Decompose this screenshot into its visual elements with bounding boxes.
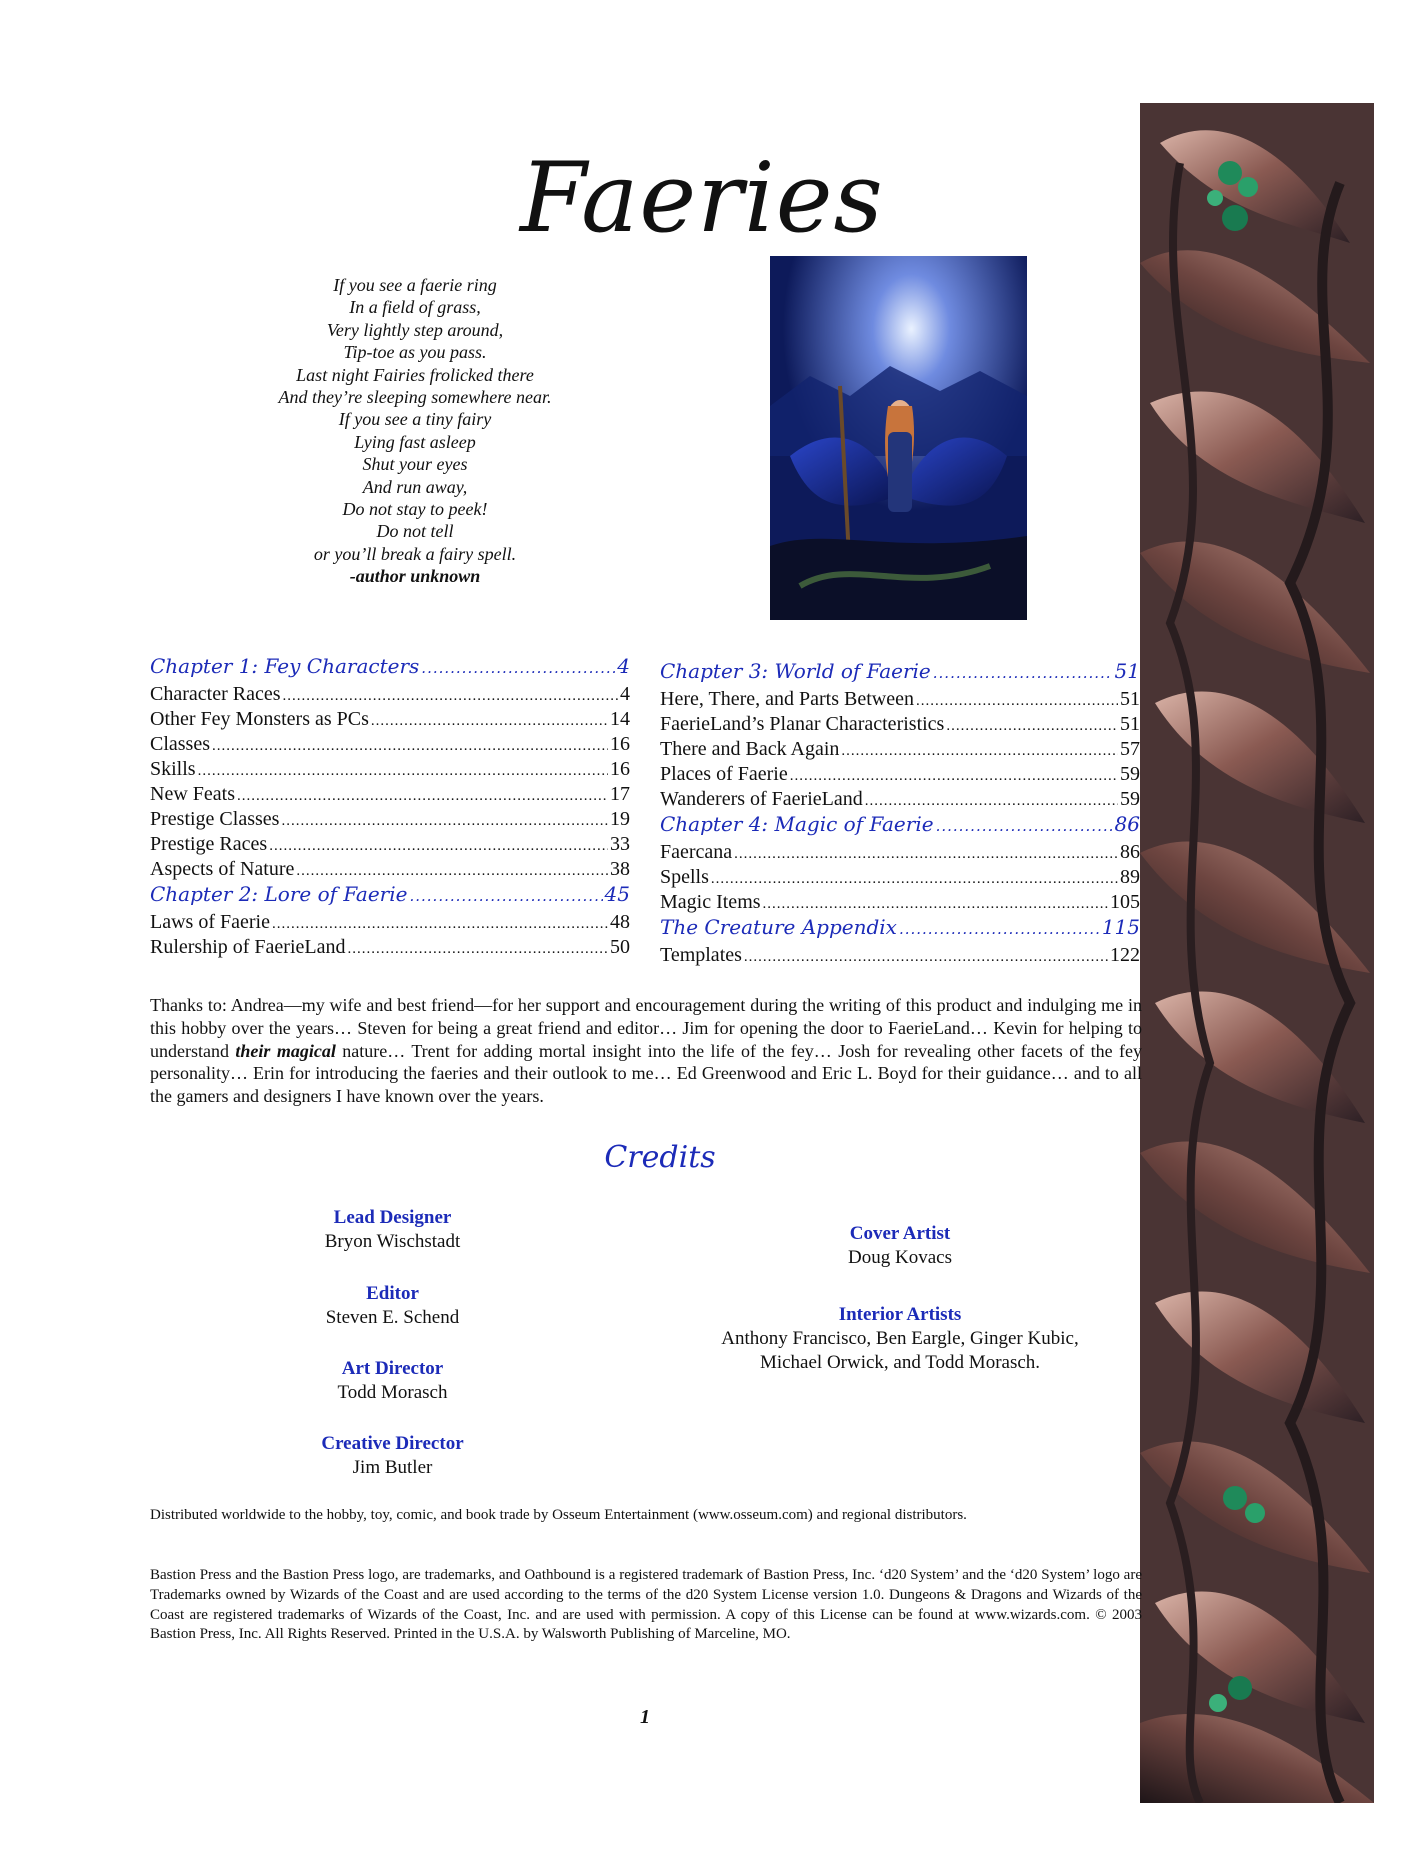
credit-cover-artist (660, 1222, 1140, 1270)
toc-chapter-entry[interactable]: Chapter 3: World of Faerie ..... 51 (660, 659, 1140, 687)
credit-editor (280, 1282, 505, 1330)
credit-role: Art Director (341, 1358, 444, 1379)
acknowledgements-paragraph: Thanks to: Andrea—my wife and best friend—for her support and encouragement during the writing of this product and indulging me in this hobby over the years… Steven for being a great friend and editor… Jim for opening the door to FaerieLand… Kevin for helping to understand their magical nature… Trent for adding mortal insight into the life of the fey… Josh for revealing other facets of the fey personality… Erin for introducing the faeries and their outlook to me… Ed Greenwood and Eric L. Boyd for their guidance… and to all the gamers and designers I have known over the years. (150, 995, 1143, 1107)
toc-chapter-entry[interactable]: Chapter 4: Magic of Faerie ..... 86 (660, 812, 1140, 840)
poem-author: -author unknown (349, 566, 481, 587)
poem-line: In a field of grass, (349, 297, 481, 318)
poem-line: Do not tell (376, 521, 454, 542)
toc-entry[interactable]: Laws of Faerie ..... 48 (150, 910, 630, 935)
toc-entry[interactable]: Character Races ..... 4 (150, 682, 630, 707)
toc-chapter-entry[interactable]: Chapter 1: Fey Characters ..... 4 (150, 654, 630, 682)
toc-entry[interactable]: Spells ..... 89 (660, 865, 1140, 890)
credits-heading: Credits (604, 1140, 716, 1175)
credit-name: Doug Kovacs (848, 1247, 952, 1268)
toc-entry[interactable]: Wanderers of FaerieLand ..... 59 (660, 787, 1140, 812)
page-number: 1 (640, 1706, 650, 1728)
poem-line: Lying fast asleep (354, 431, 476, 452)
toc-chapter-entry[interactable]: Chapter 2: Lore of Faerie ..... 45 (150, 882, 630, 910)
toc-chapter-entry[interactable]: The Creature Appendix ..... 115 (660, 915, 1140, 943)
toc-entry[interactable]: Here, There, and Parts Between ..... 51 (660, 687, 1140, 712)
credit-name: Jim Butler (352, 1457, 433, 1478)
toc-entry[interactable]: Prestige Classes ..... 19 (150, 807, 630, 832)
credit-role: Creative Director (321, 1433, 464, 1454)
poem-line: Shut your eyes (362, 454, 468, 475)
credit-name: Steven E. Schend (325, 1307, 460, 1328)
toc-entry[interactable]: Other Fey Monsters as PCs ..... 14 (150, 707, 630, 732)
poem-line: Do not stay to peek! (342, 499, 488, 520)
decorative-leaf-border (1140, 103, 1374, 1803)
legal-notice: Bastion Press and the Bastion Press logo, are trademarks, and Oathbound is a registered trademark of Bastion Press, Inc. ‘d20 System’ and the ‘d20 System’ logo are Trademarks owned by Wizards of the Coast and are used according to the terms of the d20 System License version 1.0. Dungeons & Dragons and Wizards of the Coast are registered trademarks of Wizards of the Coast, Inc. and are used with permission. A copy of this License can be found at www.wizards.com. © 2003 Bastion Press, Inc. All Rights Reserved. Printed in the U.S.A. by Walsworth Publishing of Marceline, MO. (150, 1567, 1142, 1643)
toc-entry[interactable]: Aspects of Nature ..... 38 (150, 857, 630, 882)
toc-entry[interactable]: Prestige Races ..... 33 (150, 832, 630, 857)
poem-line: or you’ll break a fairy spell. (313, 543, 517, 564)
credit-role: Interior Artists (838, 1304, 962, 1325)
toc-entry[interactable]: Classes ..... 16 (150, 732, 630, 757)
poem-line: If you see a faerie ring (333, 275, 497, 295)
table-of-contents-right (660, 659, 1140, 968)
credit-interior-artists (660, 1303, 1140, 1375)
toc-entry[interactable]: Magic Items ..... 105 (660, 890, 1140, 915)
credit-name: Michael Orwick, and Todd Morasch. (759, 1352, 1041, 1373)
poem-line: And they’re sleeping somewhere near. (278, 387, 552, 408)
emphasis-text: their magical (235, 1040, 336, 1061)
poem-line: Very lightly step around, (326, 319, 504, 340)
page-title: Faeries (520, 142, 884, 254)
credit-role: Cover Artist (849, 1223, 951, 1244)
credit-role: Editor (366, 1283, 419, 1304)
toc-entry[interactable]: There and Back Again ..... 57 (660, 737, 1140, 762)
credit-name: Anthony Francisco, Ben Eargle, Ginger Kubic, (721, 1328, 1079, 1349)
toc-entry[interactable]: FaerieLand’s Planar Characteristics ..... 51 (660, 712, 1140, 737)
poem-line: And run away, (362, 476, 468, 497)
credit-role: Lead Designer (333, 1207, 452, 1228)
table-of-contents-left (150, 654, 630, 960)
poem-line: Tip-toe as you pass. (343, 342, 487, 363)
toc-entry[interactable]: Places of Faerie ..... 59 (660, 762, 1140, 787)
toc-entry[interactable]: Faercana ..... 86 (660, 840, 1140, 865)
credit-name: Todd Morasch (337, 1382, 448, 1403)
credit-lead-designer (280, 1206, 505, 1254)
credit-art-director (280, 1357, 505, 1405)
poem-line: If you see a tiny fairy (338, 409, 492, 430)
distribution-notice: Distributed worldwide to the hobby, toy, comic, and book trade by Osseum Entertainment (www.osseum.com) and regional distributors. (150, 1507, 967, 1523)
toc-entry[interactable]: Skills ..... 16 (150, 757, 630, 782)
cover-art-illustration (770, 256, 1027, 620)
toc-entry[interactable]: Rulership of FaerieLand ..... 50 (150, 935, 630, 960)
poem (250, 274, 580, 588)
toc-entry[interactable]: New Feats ..... 17 (150, 782, 630, 807)
poem-line: Last night Fairies frolicked there (296, 364, 534, 385)
toc-entry[interactable]: Templates ..... 122 (660, 943, 1140, 968)
credit-name: Bryon Wischstadt (324, 1231, 461, 1252)
credit-creative-director (280, 1432, 505, 1480)
